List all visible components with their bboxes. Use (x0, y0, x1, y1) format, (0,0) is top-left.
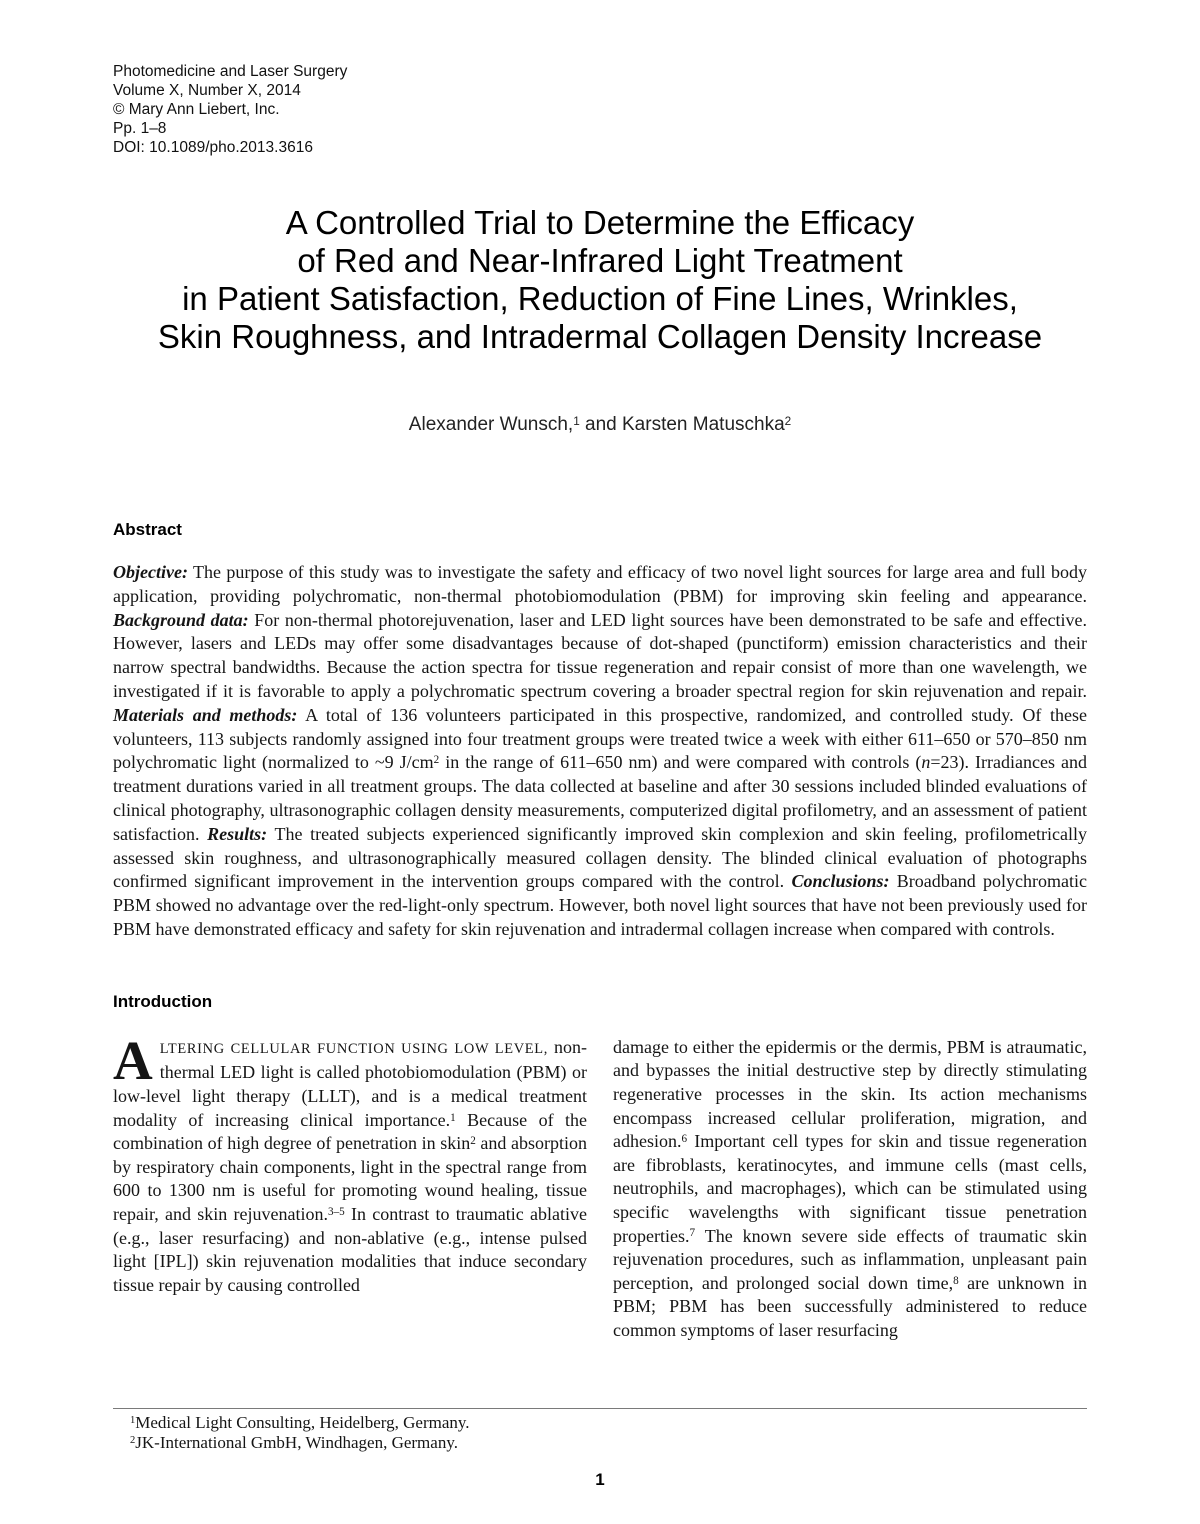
abstract-text (113, 561, 1087, 942)
text-segment: A (113, 1029, 153, 1091)
journal-volume-line: Volume X, Number X, 2014 (113, 82, 301, 99)
text-segment: Objective: (113, 562, 188, 582)
title-line: of Red and Near-Infrared Light Treatment (297, 242, 903, 279)
text-segment: in the range of 611–650 nm) and were compared with controls ( (439, 752, 922, 773)
text-segment: The treated subjects experienced significantly improved skin complexion and skin feeling, profilometrically assessed skin roughness, and ultrasonographically measured collagen density. The blinded clinical evaluation of photographs confirmed significant improvement in the intervention groups compared with the control. (113, 823, 1087, 892)
journal-pages-line: Pp. 1–8 (113, 120, 167, 137)
text-segment: For non-thermal photorejuvenation, laser and LED light sources have been demonstrated to be safe and effective. However, lasers and LEDs may offer some disadvantages because of dot-shaped (punctiform) emission characteristics and their narrow spectral bandwidths. Because the action spectra for tissue regeneration and repair consist of more than one wavelength, we investigated if it is favorable to apply a polychromatic spectrum covering a broader spectral region for skin rejuvenation and repair. (113, 609, 1087, 701)
text-segment: 2 (784, 414, 792, 428)
text-segment: The known severe side effects of traumatic skin rejuvenation procedures, such as inflammation, unpleasant pain perception, and prolonged social down time, (613, 1225, 1087, 1293)
page-content (113, 0, 1087, 1342)
text-segment: Results: (207, 823, 268, 844)
text-segment: 1 (450, 1111, 456, 1124)
text-segment: non-thermal LED light is called photobiomodulation (PBM) or low-level light therapy (LLLT), and is a medical treatment modality of increasing clinical importance. (113, 1036, 587, 1130)
text-segment: are unknown in PBM; PBM has been successfully administered to reduce common symptoms of laser resurfacing (613, 1272, 1087, 1340)
footnote-item (113, 1413, 1087, 1433)
journal-doi-line: DOI: 10.1089/pho.2013.3616 (113, 139, 313, 156)
footnote-rule (113, 1408, 1087, 1409)
text-segment: =23). Irradiances and treatment durations varied in all treatment groups. The data collected at baseline and after 30 sessions included blinded evaluations of clinical photography, ultrasonographic collagen density measurements, computerized digital profilometry, and an assessment of patient satisfaction. (113, 752, 1087, 844)
footnote-block (113, 1408, 1087, 1453)
text-segment: 1 (573, 414, 580, 428)
footnote-text: JK-International GmbH, Windhagen, Germany. (135, 1433, 458, 1452)
text-segment: 6 (681, 1133, 688, 1146)
text-segment: 3–5 (328, 1205, 345, 1218)
title-line: A Controlled Trial to Determine the Efficacy (285, 204, 915, 241)
text-segment: Alexander Wunsch, (408, 414, 574, 435)
journal-copyright-line: © Mary Ann Liebert, Inc. (113, 101, 280, 118)
page-number: 1 (595, 1470, 605, 1489)
footnote-marker: 2 (130, 1435, 136, 1447)
title-line: Skin Roughness, and Intradermal Collagen Density Increase (157, 318, 1043, 355)
text-segment: n (921, 752, 931, 773)
text-segment: and absorption by respiratory chain components, light in the spectral range from 600 to 1300 nm is useful for promoting wound healing, tissue repair, and skin rejuvenation. (113, 1133, 588, 1224)
text-segment: Because of the combination of high degree of penetration in skin (113, 1109, 587, 1154)
introduction-columns (113, 1029, 1087, 1343)
text-segment: LTERING CELLULAR FUNCTION USING LOW LEVEL, (159, 1040, 549, 1057)
text-segment: Important cell types for skin and tissue regeneration are fibroblasts, keratinocytes, and immune cells (mast cells, neutrophils, and macrophages), which can be stimulated using specific wavelengths with significant tissue penetration properties. (613, 1131, 1087, 1246)
text-segment: In contrast to traumatic ablative (e.g., laser resurfacing) and non-ablative (e.g., intense pulsed light [IPL]) skin rejuvenation modalities that induce secondary tissue repair by causing controlled (113, 1203, 587, 1295)
footnote-item (113, 1433, 1087, 1453)
text-segment: Broadband polychromatic PBM showed no advantage over the red-light-only spectrum. However, both novel light sources that have not been previously used for PBM have demonstrated efficacy and safety for skin rejuvenation and intradermal collagen increase when compared with controls. (113, 871, 1087, 939)
abstract-heading: Abstract (113, 520, 182, 539)
text-segment: and Karsten Matuschka (579, 414, 785, 435)
journal-name: Photomedicine and Laser Surgery (113, 63, 348, 80)
text-segment: Conclusions: (791, 871, 890, 892)
intro-column-right (613, 1036, 1087, 1343)
footnote-text: Medical Light Consulting, Heidelberg, Germany. (135, 1413, 470, 1432)
text-segment: Materials and methods: (113, 704, 298, 725)
authors-line (113, 414, 1087, 436)
text-segment: 8 (953, 1274, 959, 1287)
text-segment: 2 (470, 1135, 476, 1148)
article-title (113, 204, 1087, 356)
text-segment: Background data: (113, 609, 249, 630)
text-segment: A total of 136 volunteers participated in this prospective, randomized, and controlled study. Of these volunteers, 113 subjects randomly assigned into four treatment groups were treated twice a week with either 611–650 or 570–850 nm polychromatic light (normalized to ~9 J/cm (113, 704, 1087, 773)
text-segment: 7 (689, 1227, 696, 1240)
footnote-marker: 1 (130, 1415, 136, 1427)
journal-header (113, 0, 1087, 157)
introduction-heading: Introduction (113, 991, 213, 1011)
text-segment: 2 (433, 754, 440, 767)
text-segment: The purpose of this study was to investigate the safety and efficacy of two novel light sources for large area and full body application, providing polychromatic, non-thermal photobiomodulation (PBM) for improving skin feeling and appearance. (113, 562, 1087, 606)
title-line: in Patient Satisfaction, Reduction of Fine Lines, Wrinkles, (182, 280, 1018, 317)
text-segment: damage to either the epidermis or the dermis, PBM is atraumatic, and bypasses the initial destructive step by directly stimulating regenerative processes in the skin. Its action mechanisms encompass increased cellular proliferation, migration, and adhesion. (613, 1036, 1087, 1152)
intro-column-left (113, 1029, 588, 1343)
